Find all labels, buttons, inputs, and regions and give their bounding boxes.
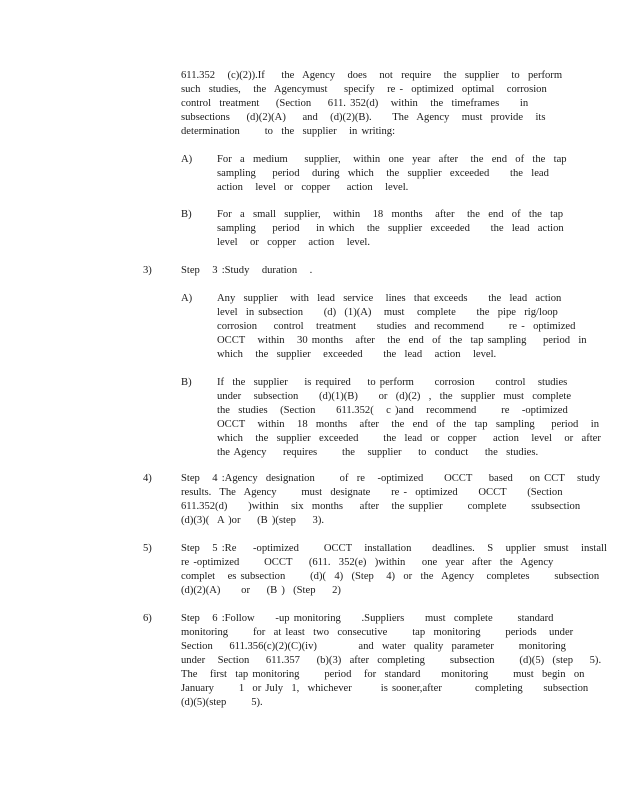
text-line: 611.352(d) )within six months after the supplier complete ssubsection: [181, 501, 581, 512]
text-line: under subsection (d)(1)(B) or (d)(2) , the supplier must complete: [217, 391, 572, 402]
text-line: monitoring for at least two consecutive tap monitoring periods under: [181, 627, 574, 638]
text-line: corrosion control treatment studies and recommend re - optimized: [217, 321, 576, 332]
text-line: OCCT within 18 months after the end of the tap sampling period in: [217, 419, 600, 430]
text-line: The first tap monitoring period for standard monitoring must begin on: [181, 669, 585, 680]
text-line: Step 5 :Re -optimized OCCT installation deadlines. S upplier smust install: [181, 543, 607, 554]
text-line: determination to the supplier in writing:: [181, 126, 396, 137]
text-line: under Section 611.357 (b)(3) after completing subsection (d)(5) (step 5).: [181, 655, 602, 666]
text-line: (d)(2)(A) or (B ) (Step 2): [181, 585, 341, 596]
text-line: (d)(3)( A )or (B )(step 3).: [181, 515, 325, 526]
text-line: subsections (d)(2)(A) and (d)(2)(B). The Agency must provide its: [181, 112, 546, 123]
text-line: For a medium supplier, within one year after the end of the tap: [217, 154, 567, 165]
text-line: OCCT within 30 months after the end of the tap sampling period in: [217, 335, 587, 346]
item-label: B): [181, 209, 192, 220]
text-line: For a small supplier, within 18 months after the end of the tap: [217, 209, 564, 220]
text-line: sampling period during which the supplier exceeded the lead: [217, 168, 549, 179]
text-line: If the supplier is required to perform corrosion control studies: [217, 377, 568, 388]
text-line: action level or copper action level.: [217, 182, 409, 193]
text-line: which the supplier exceeded the lead action level.: [217, 349, 497, 360]
text-line: level in subsection (d) (1)(A) must complete the pipe rig/loop: [217, 307, 558, 318]
step-number: 3): [143, 265, 152, 276]
step-heading: Step 3 :Study duration .: [181, 265, 313, 276]
text-line: January 1 or July 1, whichever is sooner,after completing subsection: [181, 683, 589, 694]
text-line: the studies (Section 611.352( c )and recommend re -optimized: [217, 405, 568, 416]
step-number: 4): [143, 473, 152, 484]
text-line: Step 4 :Agency designation of re -optimized OCCT based on CCT study: [181, 473, 600, 484]
text-line: 611.352 (c)(2)).If the Agency does not require the supplier to perform: [181, 70, 563, 81]
text-line: Section 611.356(c)(2)(C)(iv) and water quality parameter monitoring: [181, 641, 566, 652]
text-line: complet es subsection (d)( 4) (Step 4) or the Agency completes subsection: [181, 571, 600, 582]
text-line: (d)(5)(step 5).: [181, 697, 263, 708]
text-line: control treatment (Section 611. 352(d) within the timeframes in: [181, 98, 529, 109]
item-label: B): [181, 377, 192, 388]
step-number: 6): [143, 613, 152, 624]
text-line: level or copper action level.: [217, 237, 370, 248]
text-line: Step 6 :Follow -up monitoring .Suppliers must complete standard: [181, 613, 554, 624]
text-line: sampling period in which the supplier exceeded the lead action: [217, 223, 564, 234]
text-line: such studies, the Agencymust specify re - optimized optimal corrosion: [181, 84, 547, 95]
text-line: re -optimized OCCT (611. 352(e) )within one year after the Agency: [181, 557, 554, 568]
text-line: Any supplier with lead service lines that exceeds the lead action: [217, 293, 562, 304]
text-line: which the supplier exceeded the lead or copper action level or after: [217, 433, 601, 444]
text-line: results. The Agency must designate re - optimized OCCT (Section: [181, 487, 563, 498]
step-number: 5): [143, 543, 152, 554]
text-line: the Agency requires the supplier to conduct the studies.: [217, 447, 539, 458]
item-label: A): [181, 293, 193, 304]
item-label: A): [181, 154, 193, 165]
